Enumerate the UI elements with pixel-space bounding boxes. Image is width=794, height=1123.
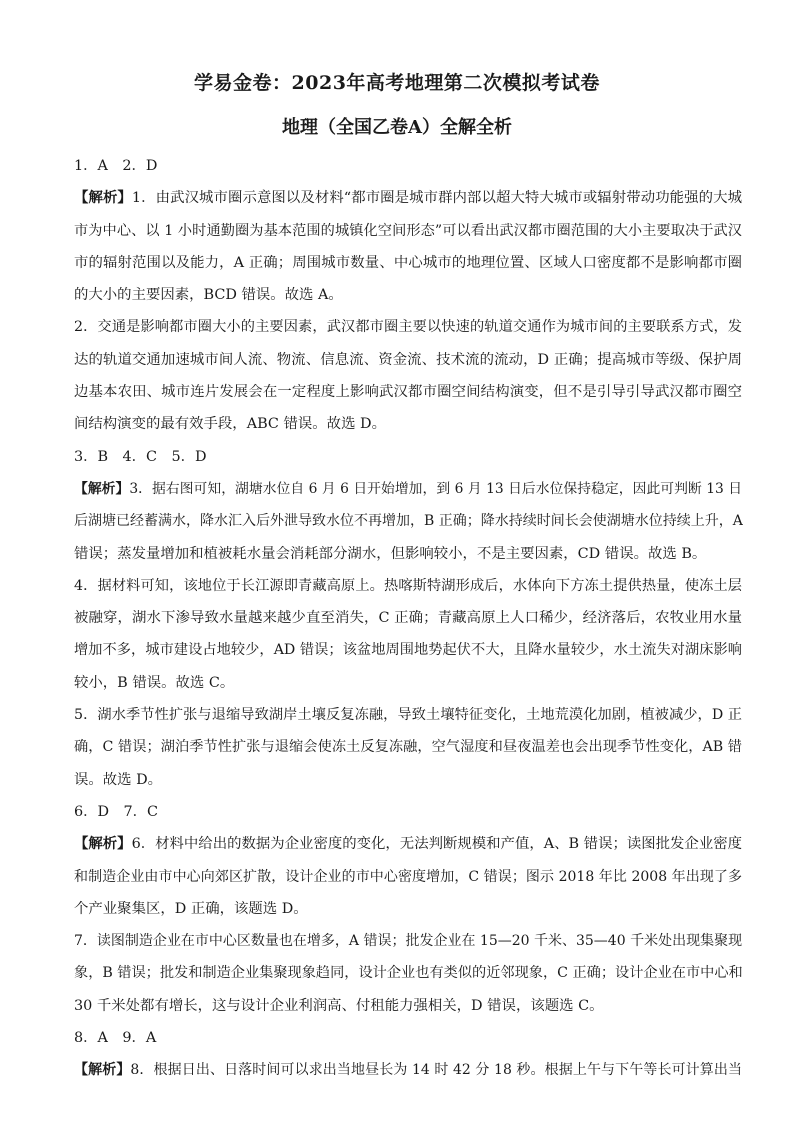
answer-key-line: 6．D 7．C [74,803,159,820]
analysis-line: 边基本农田、城市连片发展会在一定程度上影响武汉都市圈空间结构演变，但不是引导引导武汉都市圈空 [74,384,742,401]
analysis-line: 7．读图制造企业在市中心区数量也在增多，A 错误；批发企业在 15—20 千米、35—40 千米处出现集聚现 [74,933,743,950]
answer-analysis-body [74,150,742,1087]
answer-key-line: 1．A 2．D [74,158,158,174]
analysis-line: 5．湖水季节性扩张与退缩导致湖岸土壤反复冻融，导致土壤特征变化，土地荒漠化加剧，植被减少，D 正 [74,707,742,724]
analysis-line: 象，B 错误；批发和制造企业集聚现象趋同，设计企业也有类似的近邻现象，C 正确；设计企业在市中心和 [74,965,743,982]
analysis-label: 【解析】 [74,189,132,207]
analysis-line: 间结构演变的最有效手段，ABC 错误。故选 D。 [74,416,386,433]
document-subtitle: 地理（全国乙卷A）全解全析 [282,117,512,138]
analysis-line: 增加不多，城市建设占地较少，AD 错误；该盆地周围地势起伏不大，且降水量较少，水土流失对湖床影响 [74,642,742,659]
analysis-line: 达的轨道交通加速城市间人流、物流、信息流、资金流、技术流的流动，D 正确；提高城市等级、保护周 [74,351,742,368]
analysis-line: 个产业聚集区，D 正确，该题选 D。 [74,900,308,917]
analysis-line: 和制造企业由市中心向郊区扩散，设计企业的市中心密度增加，C 错误；图示 2018 年比 2008 年出现了多 [74,868,742,885]
analysis-line: 【解析】8．根据日出、日落时间可以求出当地昼长为 14 时 42 分 18 秒。根据上午与下午等长可计算出当 [74,1062,742,1079]
answer-key-line: 8．A 9．A [74,1030,157,1047]
analysis-line: 30 千米处都有增长，这与设计企业利润高、付租能力强相关，D 错误，该题选 C。 [74,997,604,1014]
analysis-line: 较小，B 错误。故选 C。 [74,674,235,691]
analysis-label: 【解析】 [74,835,132,853]
analysis-line: 4．据材料可知，该地位于长江源即青藏高原上。热喀斯特湖形成后，水体向下方冻土提供热量，使冻土层 [74,577,742,594]
analysis-line: 市为中心、以 1 小时通勤圈为基本范围的城镇化空间形态”可以看出武汉都市圈范围的大小主要取决于武汉 [74,222,742,239]
answer-key-line: 3．B 4．C 5．D [74,448,207,465]
analysis-line: 市的辐射范围以及能力，A 正确；周围城市数量、中心城市的地理位置、区域人口密度都不是影响都市圈 [74,254,742,271]
analysis-line: 【解析】1．由武汉城市圈示意图以及材料“都市圈是城市群内部以超大特大城市或辐射带动功能强的大城 [74,189,742,207]
analysis-line: 被融穿，湖水下渗导致水量越来越少直至消失，C 正确；青藏高原上人口稀少，经济落后，农牧业用水量 [74,610,742,627]
analysis-label: 【解析】 [74,1062,131,1079]
analysis-line: 后湖塘已经蓄满水，降水汇入后外泄导致水位不再增加，B 正确；降水持续时间长会使湖塘水位持续上升，A [74,513,743,530]
analysis-line: 【解析】3．据右图可知，湖塘水位自 6 月 6 日开始增加，到 6 月 13 日后水位保持稳定，因此可判断 13 日 [74,480,742,497]
analysis-line: 误。故选 D。 [74,771,163,788]
analysis-line: 的大小的主要因素，BCD 错误。故选 A。 [74,287,343,304]
analysis-line: 错误；蒸发量增加和植被耗水量会消耗部分湖水，但影响较小，不是主要因素，CD 错误。故选 B。 [74,545,707,562]
analysis-line: 2．交通是影响都市圈大小的主要因素，武汉都市圈主要以快速的轨道交通作为城市间的主要联系方式，发 [74,319,742,336]
analysis-label: 【解析】 [74,480,130,497]
document-title: 学易金卷：2023年高考地理第二次模拟考试卷 [194,72,600,94]
analysis-line: 确，C 错误；湖泊季节性扩张与退缩会使冻土反复冻融，空气湿度和昼夜温差也会出现季节性变化，AB 错 [74,739,742,756]
analysis-line: 【解析】6．材料中给出的数据为企业密度的变化，无法判断规模和产值，A、B 错误；读图批发企业密度 [74,835,742,853]
